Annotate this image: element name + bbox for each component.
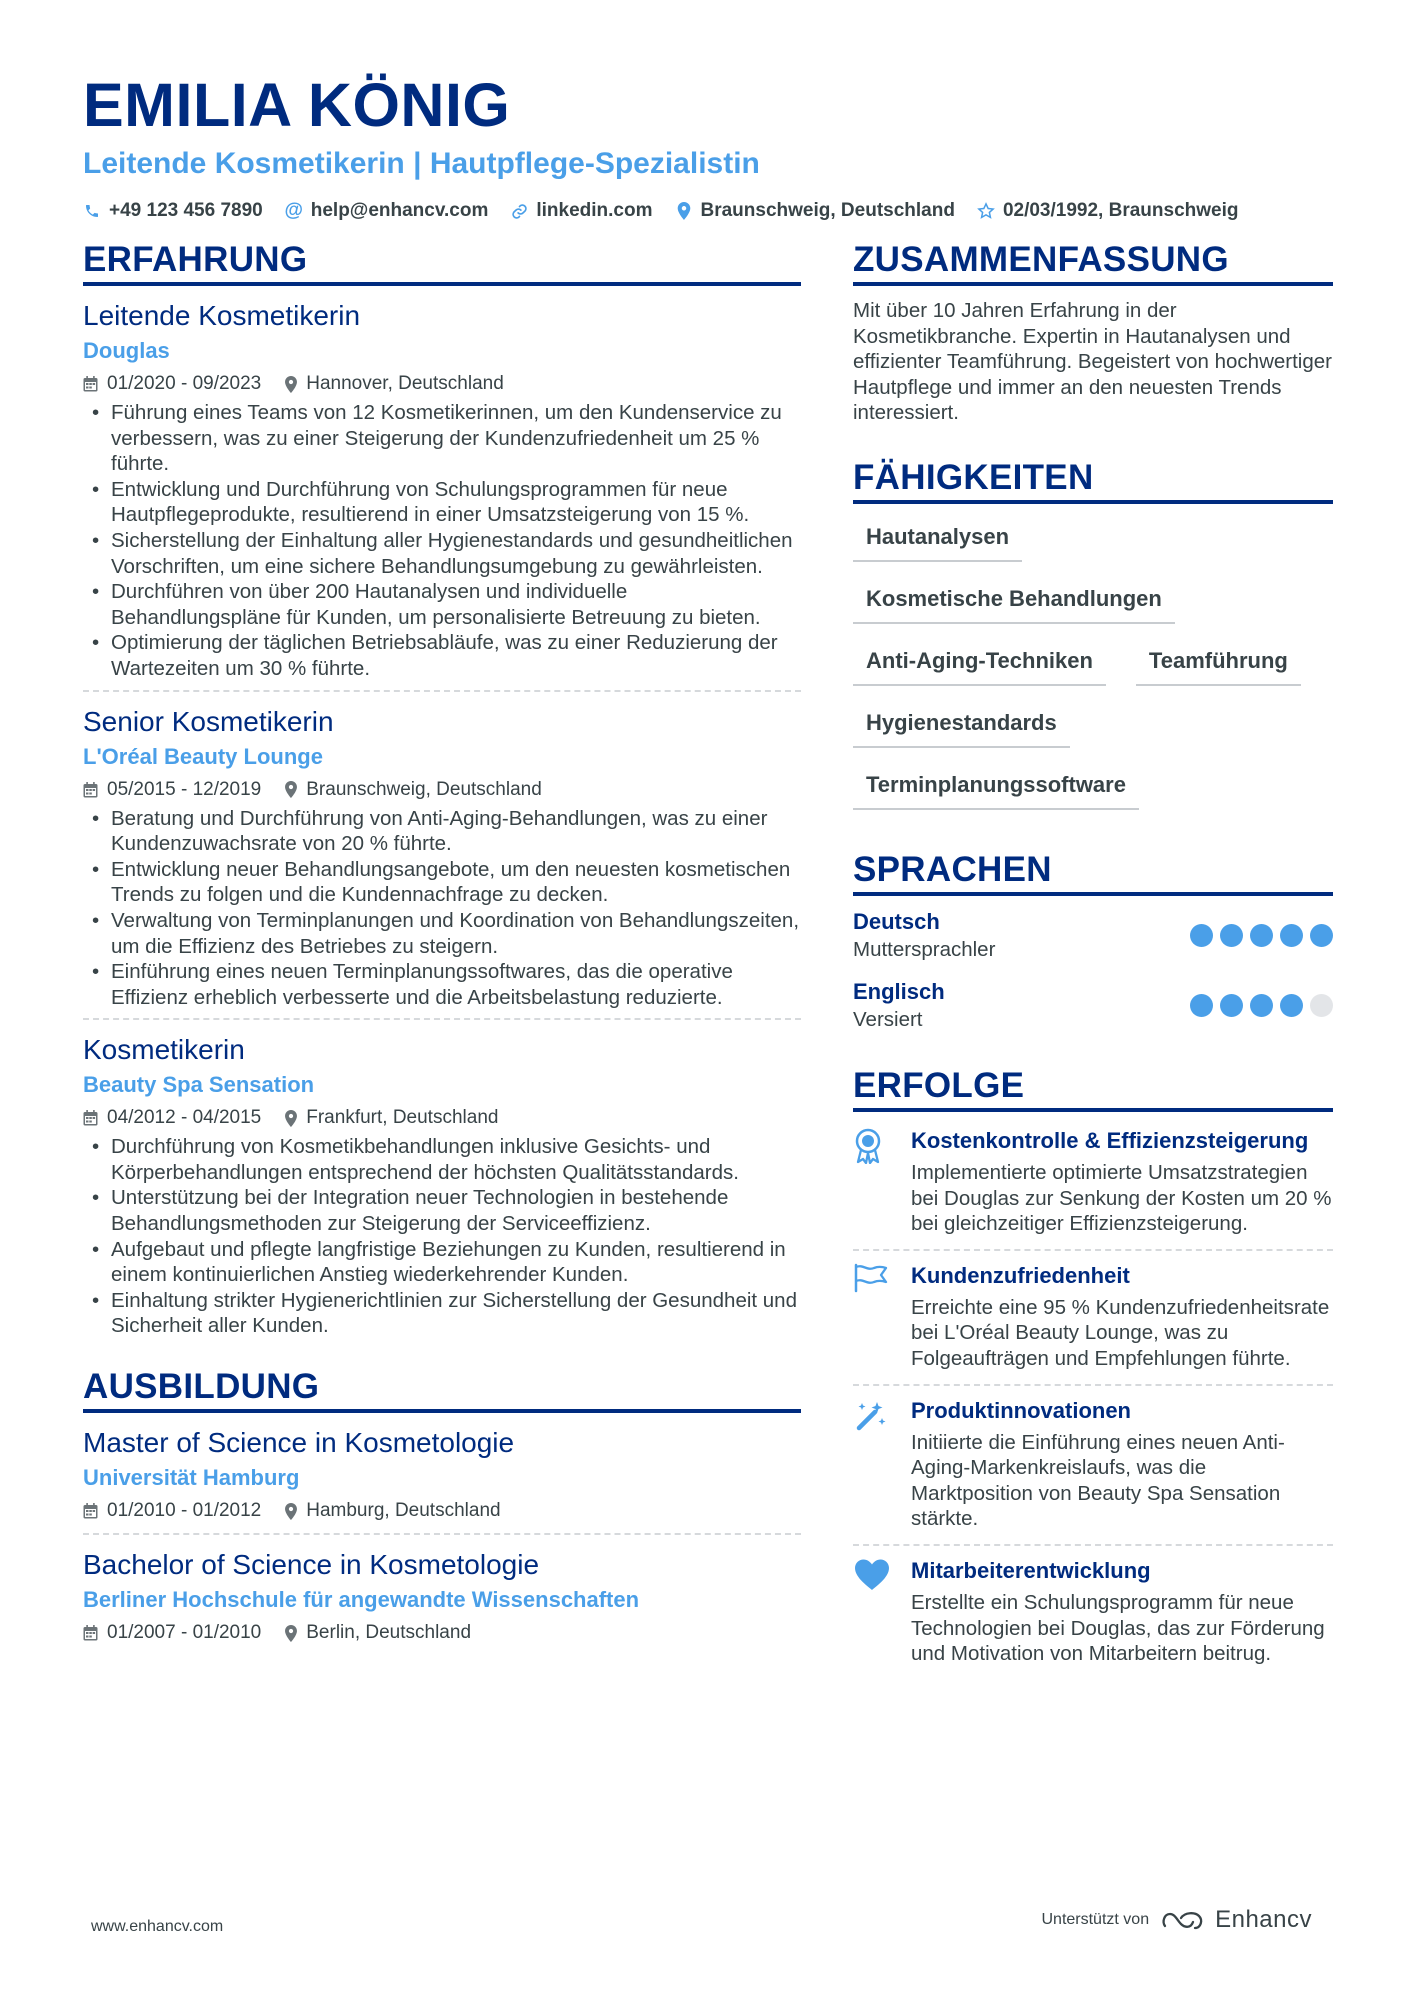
brand-name: Enhancv bbox=[1215, 1906, 1312, 1933]
bullet-item: • Unterstützung bei der Integration neuer Technologien in bestehende Behandlungsmethoden zur Steigerung der Serviceeffizienz. bbox=[83, 1185, 801, 1236]
education-meta bbox=[83, 1497, 801, 1525]
education-location bbox=[285, 1497, 500, 1525]
flag-icon bbox=[853, 1261, 911, 1372]
summary-heading: ZUSAMMENFASSUNG bbox=[853, 238, 1333, 286]
contact-birth bbox=[977, 198, 1239, 224]
location-icon bbox=[285, 1110, 297, 1127]
calendar-icon bbox=[83, 782, 98, 798]
skills-heading: FÄHIGKEITEN bbox=[853, 456, 1333, 504]
contact-linkedin-text: linkedin.com bbox=[536, 200, 653, 221]
bullet-item: • Entwicklung und Durchführung von Schulungsprogrammen für neue Hautpflegeprodukte, resultierend in einer Umsatzsteigerung von 15 %. bbox=[83, 477, 801, 528]
achievement-title: Kostenkontrolle & Effizienzsteigerung bbox=[911, 1127, 1309, 1153]
at-icon: @ bbox=[284, 200, 304, 221]
skill-tag: Kosmetische Behandlungen bbox=[853, 578, 1175, 624]
rating-dot-filled bbox=[1250, 924, 1273, 947]
rating-dot-empty bbox=[1310, 994, 1333, 1017]
bullet-item: • Verwaltung von Terminplanungen und Koordination von Behandlungszeiten, um die Effizienz des Betriebes zu steigern. bbox=[83, 908, 801, 959]
bullet-item: • Einhaltung strikter Hygienerichtlinien zur Sicherstellung der Gesundheit und Sicherheit aller Kunden. bbox=[83, 1288, 801, 1339]
school-name: Universität Hamburg bbox=[83, 1465, 300, 1491]
contact-phone[interactable] bbox=[83, 198, 263, 224]
achievement-item bbox=[853, 1249, 1333, 1384]
calendar-icon bbox=[83, 1503, 98, 1519]
education-dates bbox=[83, 1497, 261, 1525]
experience-heading: ERFAHRUNG bbox=[83, 238, 801, 286]
language-name: Englisch bbox=[853, 978, 945, 1004]
job-bullets bbox=[83, 1134, 801, 1339]
award-icon bbox=[853, 1126, 911, 1237]
magic-wand-icon bbox=[853, 1396, 911, 1532]
education-entry bbox=[83, 1533, 801, 1655]
language-level: Muttersprachler bbox=[853, 937, 996, 961]
contact-email[interactable] bbox=[285, 198, 489, 224]
bullet-item: • Führung eines Teams von 12 Kosmetikerinnen, um den Kundenservice zu verbessern, was zu einer Steigerung der Kundenzufriedenheit um 25 % führte. bbox=[83, 400, 801, 477]
resume-header bbox=[83, 70, 1333, 224]
achievements-heading: ERFOLGE bbox=[853, 1064, 1333, 1112]
education-heading: AUSBILDUNG bbox=[83, 1365, 801, 1413]
contact-phone-text: +49 123 456 7890 bbox=[109, 200, 263, 221]
achievement-text: Implementierte optimierte Umsatzstrategien bei Douglas zur Senkung der Kosten um 20 % bei gleichzeitiger Effizienzsteigerung. bbox=[911, 1160, 1332, 1236]
achievement-title: Mitarbeiterentwicklung bbox=[911, 1557, 1151, 1583]
candidate-name: EMILIA KÖNIG bbox=[83, 71, 511, 139]
job-meta bbox=[83, 1104, 801, 1132]
job-bullets bbox=[83, 806, 801, 1011]
experience-entry bbox=[83, 298, 801, 690]
achievement-text: Erreichte eine 95 % Kundenzufriedenheitsrate bei L'Oréal Beauty Lounge, was zu Folgeaufträgen und Empfehlungen führte. bbox=[911, 1295, 1330, 1370]
location-icon bbox=[285, 376, 297, 393]
rating-dot-filled bbox=[1220, 924, 1243, 947]
job-meta bbox=[83, 370, 801, 398]
bullet-item: • Entwicklung neuer Behandlungsangebote, um den neuesten kosmetischen Trends zu folgen und die Kundennachfrage zu decken. bbox=[83, 857, 801, 908]
language-item bbox=[853, 908, 1333, 964]
achievement-item bbox=[853, 1384, 1333, 1544]
calendar-icon bbox=[83, 1625, 98, 1641]
job-location-text: Hannover, Deutschland bbox=[306, 373, 504, 394]
enhancv-logo-icon bbox=[1161, 1908, 1207, 1932]
rating-dot-filled bbox=[1220, 994, 1243, 1017]
rating-dot-filled bbox=[1280, 994, 1303, 1017]
job-meta bbox=[83, 776, 801, 804]
phone-icon bbox=[83, 202, 101, 220]
language-rating bbox=[1183, 994, 1333, 1017]
company-name: Beauty Spa Sensation bbox=[83, 1072, 315, 1098]
job-bullets bbox=[83, 400, 801, 682]
language-level: Versiert bbox=[853, 1007, 923, 1031]
powered-by-text: Unterstützt von bbox=[1041, 1911, 1150, 1928]
rating-dot-filled bbox=[1280, 924, 1303, 947]
candidate-role: Leitende Kosmetikerin | Hautpflege-Spezialistin bbox=[83, 147, 760, 180]
job-location bbox=[285, 776, 542, 804]
experience-entry bbox=[83, 1018, 801, 1347]
languages-heading: SPRACHEN bbox=[853, 848, 1333, 896]
language-item bbox=[853, 978, 1333, 1034]
achievement-text: Erstellte ein Schulungsprogramm für neue Technologien bei Douglas, das zur Förderung und Motivation von Mitarbeitern beitrug. bbox=[911, 1590, 1325, 1666]
footer-website[interactable]: www.enhancv.com bbox=[91, 1918, 224, 1935]
company-name: Douglas bbox=[83, 338, 170, 363]
bullet-item: • Sicherstellung der Einhaltung aller Hygienestandards und gesundheitlichen Vorschriften, um eine sichere Behandlungsumgebung zu gewährleisten. bbox=[83, 528, 801, 579]
contact-linkedin[interactable] bbox=[510, 198, 652, 224]
calendar-icon bbox=[83, 376, 98, 392]
job-location-text: Braunschweig, Deutschland bbox=[306, 778, 542, 800]
left-column bbox=[83, 238, 801, 1655]
job-dates bbox=[83, 370, 261, 398]
job-dates-text: 04/2012 - 04/2015 bbox=[107, 1107, 262, 1129]
language-rating bbox=[1183, 924, 1333, 947]
bullet-item: • Aufgebaut und pflegte langfristige Beziehungen zu Kunden, resultierend in einem kontinuierlichen Anstieg wiederkehrender Kunden. bbox=[83, 1237, 801, 1288]
education-dates-text: 01/2010 - 01/2012 bbox=[107, 1500, 262, 1522]
location-icon bbox=[285, 1503, 297, 1520]
education-location-text: Berlin, Deutschland bbox=[306, 1622, 472, 1644]
star-icon bbox=[977, 202, 995, 220]
achievement-title: Produktinnovationen bbox=[911, 1397, 1131, 1423]
location-icon bbox=[675, 202, 693, 220]
education-location-text: Hamburg, Deutschland bbox=[306, 1500, 501, 1522]
contact-location-text: Braunschweig, Deutschland bbox=[700, 200, 955, 221]
skill-tag: Hautanalysen bbox=[853, 516, 1022, 562]
skill-tag: Teamführung bbox=[1136, 640, 1301, 686]
job-location-text: Frankfurt, Deutschland bbox=[306, 1107, 499, 1129]
achievement-item bbox=[853, 1116, 1333, 1249]
bullet-item: • Durchführung von Kosmetikbehandlungen inklusive Gesichts- und Körperbehandlungen entsprechend der höchsten Qualitätsstandards. bbox=[83, 1134, 801, 1185]
bullet-item: • Einführung eines neuen Terminplanungssoftwares, das die operative Effizienz erheblich verbesserte und die Arbeitsbelastung reduzierte. bbox=[83, 959, 801, 1010]
bullet-item: • Optimierung der täglichen Betriebsabläufe, was zu einer Reduzierung der Wartezeiten um 30 % führte. bbox=[83, 630, 801, 681]
contact-birth-text: 02/03/1992, Braunschweig bbox=[1002, 200, 1239, 221]
job-title: Leitende Kosmetikerin bbox=[83, 300, 361, 331]
education-location bbox=[285, 1619, 471, 1647]
achievement-title: Kundenzufriedenheit bbox=[911, 1262, 1130, 1288]
rating-dot-filled bbox=[1190, 924, 1213, 947]
education-entry bbox=[83, 1425, 801, 1533]
job-title: Kosmetikerin bbox=[83, 1034, 245, 1066]
rating-dot-filled bbox=[1250, 994, 1273, 1017]
skill-tag: Anti-Aging-Techniken bbox=[853, 640, 1106, 686]
degree-title: Bachelor of Science in Kosmetologie bbox=[83, 1549, 540, 1581]
education-meta bbox=[83, 1619, 801, 1647]
company-name: L'Oréal Beauty Lounge bbox=[83, 743, 323, 769]
job-dates bbox=[83, 1104, 261, 1132]
bullet-item: • Durchführen von über 200 Hautanalysen und individuelle Behandlungspläne für Kunden, um personalisierte Betreuung zu bieten. bbox=[83, 579, 801, 630]
skill-tag: Hygienestandards bbox=[853, 702, 1070, 748]
achievement-text: Initiierte die Einführung eines neuen Anti-Aging-Markenkreislaufs, was die Marktposition von Beauty Spa Sensation stärkte. bbox=[911, 1430, 1285, 1531]
right-column bbox=[853, 238, 1333, 1679]
link-icon bbox=[510, 202, 528, 220]
skill-tag: Terminplanungssoftware bbox=[853, 764, 1139, 810]
job-location bbox=[285, 1104, 498, 1132]
footer-branding[interactable] bbox=[1041, 1906, 1312, 1934]
skills-list bbox=[853, 516, 1333, 826]
job-dates bbox=[83, 776, 261, 804]
location-icon bbox=[285, 781, 297, 798]
contact-email-text: help@enhancv.com bbox=[310, 200, 489, 221]
school-name: Berliner Hochschule für angewandte Wissenschaften bbox=[83, 1587, 640, 1613]
job-location bbox=[285, 370, 504, 398]
achievement-item bbox=[853, 1544, 1333, 1679]
bullet-item: • Beratung und Durchführung von Anti-Aging-Behandlungen, was zu einer Kundenzuwachsrate von 20 % führte. bbox=[83, 806, 801, 857]
experience-entry bbox=[83, 690, 801, 1019]
degree-title: Master of Science in Kosmetologie bbox=[83, 1427, 515, 1459]
education-dates bbox=[83, 1619, 261, 1647]
rating-dot-filled bbox=[1190, 994, 1213, 1017]
job-dates-text: 05/2015 - 12/2019 bbox=[107, 778, 262, 800]
location-icon bbox=[285, 1625, 297, 1642]
calendar-icon bbox=[83, 1110, 98, 1126]
contact-location bbox=[675, 198, 955, 224]
language-name: Deutsch bbox=[853, 908, 940, 934]
heart-icon bbox=[853, 1556, 911, 1667]
summary-text: Mit über 10 Jahren Erfahrung in der Kosmetikbranche. Expertin in Hautanalysen und effizienter Teamführung. Begeistert von hochwertiger Hautpflege und immer an den neuesten Trends interessiert. bbox=[853, 299, 1332, 425]
rating-dot-filled bbox=[1310, 924, 1333, 947]
contact-bar bbox=[83, 198, 1333, 224]
education-dates-text: 01/2007 - 01/2010 bbox=[107, 1622, 262, 1644]
job-dates-text: 01/2020 - 09/2023 bbox=[107, 373, 262, 394]
job-title: Senior Kosmetikerin bbox=[83, 705, 334, 737]
